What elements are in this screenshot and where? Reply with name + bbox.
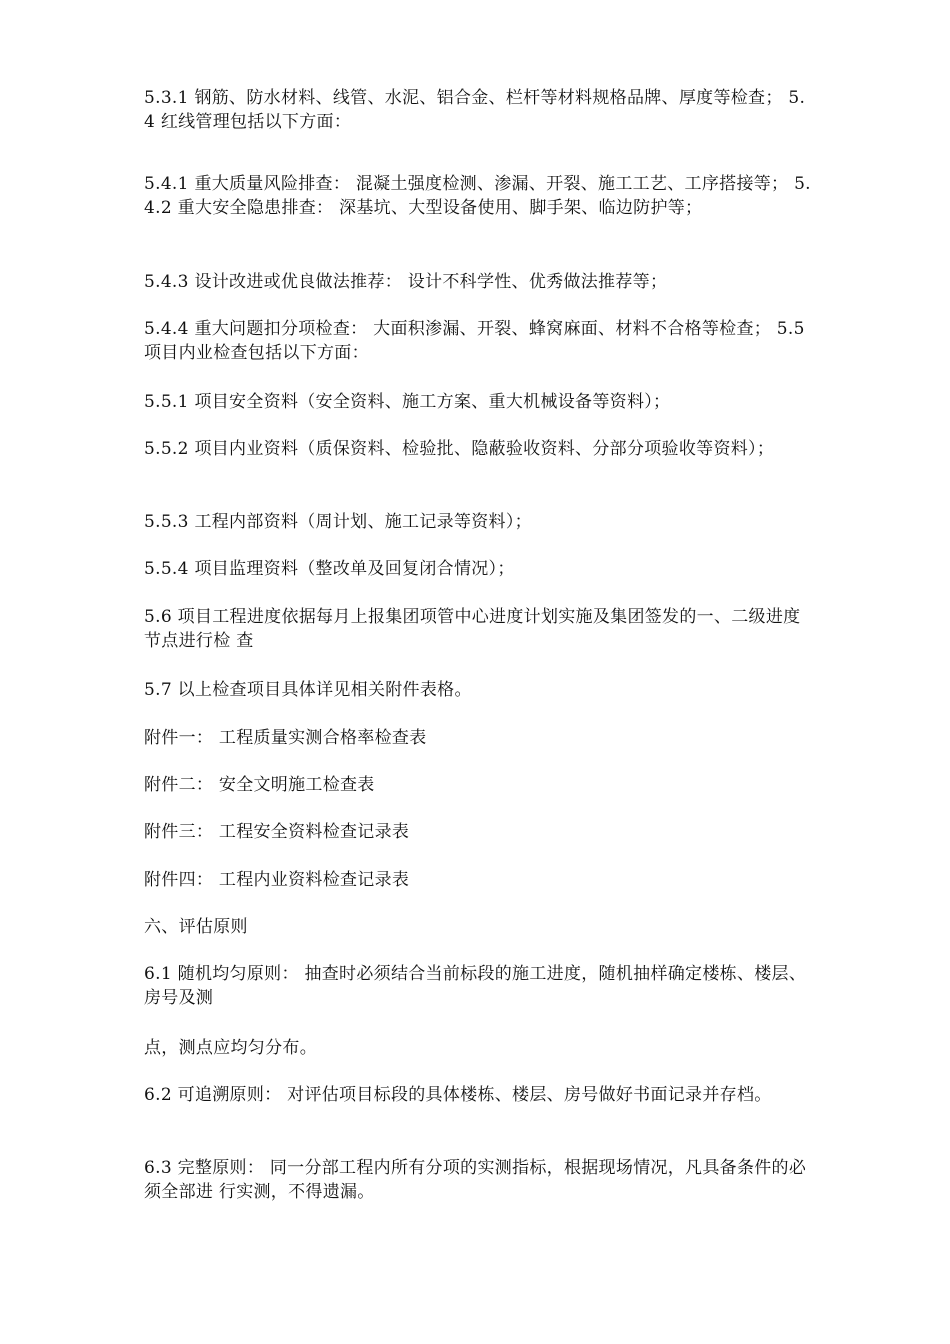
paragraph-5-4-3: 5.4.3 设计改进或优良做法推荐： 设计不科学性、优秀做法推荐等； [144,272,668,292]
paragraph-5-7: 5.7 以上检查项目具体详见相关附件表格。 [144,680,472,700]
paragraph-6-1: 6.1 随机均匀原则： 抽查时必须结合当前标段的施工进度，随机抽样确定楼栋、楼层、房号及测 [144,964,807,1008]
attachment-1: 附件一： 工程质量实测合格率检查表 [144,728,427,748]
paragraph-5-4-4: 5.4.4 重大问题扣分项检查： 大面积渗漏、开裂、蜂窝麻面、材料不合格等检查； 5.5 项目内业检查包括以下方面： [144,319,805,363]
attachment-3: 附件三： 工程安全资料检查记录表 [144,822,410,842]
paragraph-5-4-1: 5.4.1 重大质量风险排查： 混凝土强度检测、渗漏、开裂、施工工艺、工序搭接等； 5.4.2 重大安全隐患排查： 深基坑、大型设备使用、脚手架、临边防护等； [144,174,811,218]
attachment-2: 附件二： 安全文明施工检查表 [144,775,375,795]
paragraph-5-5-4: 5.5.4 项目监理资料（整改单及回复闭合情况）； [144,559,515,579]
paragraph-5-6: 5.6 项目工程进度依据每月上报集团项管中心进度计划实施及集团签发的一、二级进度节点进行检 查 [144,607,801,651]
paragraph-6-1-continued: 点，测点应均匀分布。 [144,1038,317,1058]
attachment-4: 附件四： 工程内业资料检查记录表 [144,870,410,890]
section-heading-6: 六、评估原则 [144,917,248,937]
paragraph-6-3: 6.3 完整原则： 同一分部工程内所有分项的实测指标，根据现场情况，凡具备条件的必须全部进 行实测，不得遗漏。 [144,1158,807,1202]
paragraph-5-5-3: 5.5.3 工程内部资料（周计划、施工记录等资料）； [144,512,532,532]
paragraph-5-5-2: 5.5.2 项目内业资料（质保资料、检验批、隐蔽验收资料、分部分项验收等资料）； [144,439,775,459]
paragraph-5-3-1: 5.3.1 钢筋、防水材料、线管、水泥、铝合金、栏杆等材料规格品牌、厚度等检查； 5.4 红线管理包括以下方面： [144,88,806,132]
paragraph-6-2: 6.2 可追溯原则： 对评估项目标段的具体楼栋、楼层、房号做好书面记录并存档。 [144,1085,772,1105]
paragraph-5-5-1: 5.5.1 项目安全资料（安全资料、施工方案、重大机械设备等资料）； [144,392,671,412]
